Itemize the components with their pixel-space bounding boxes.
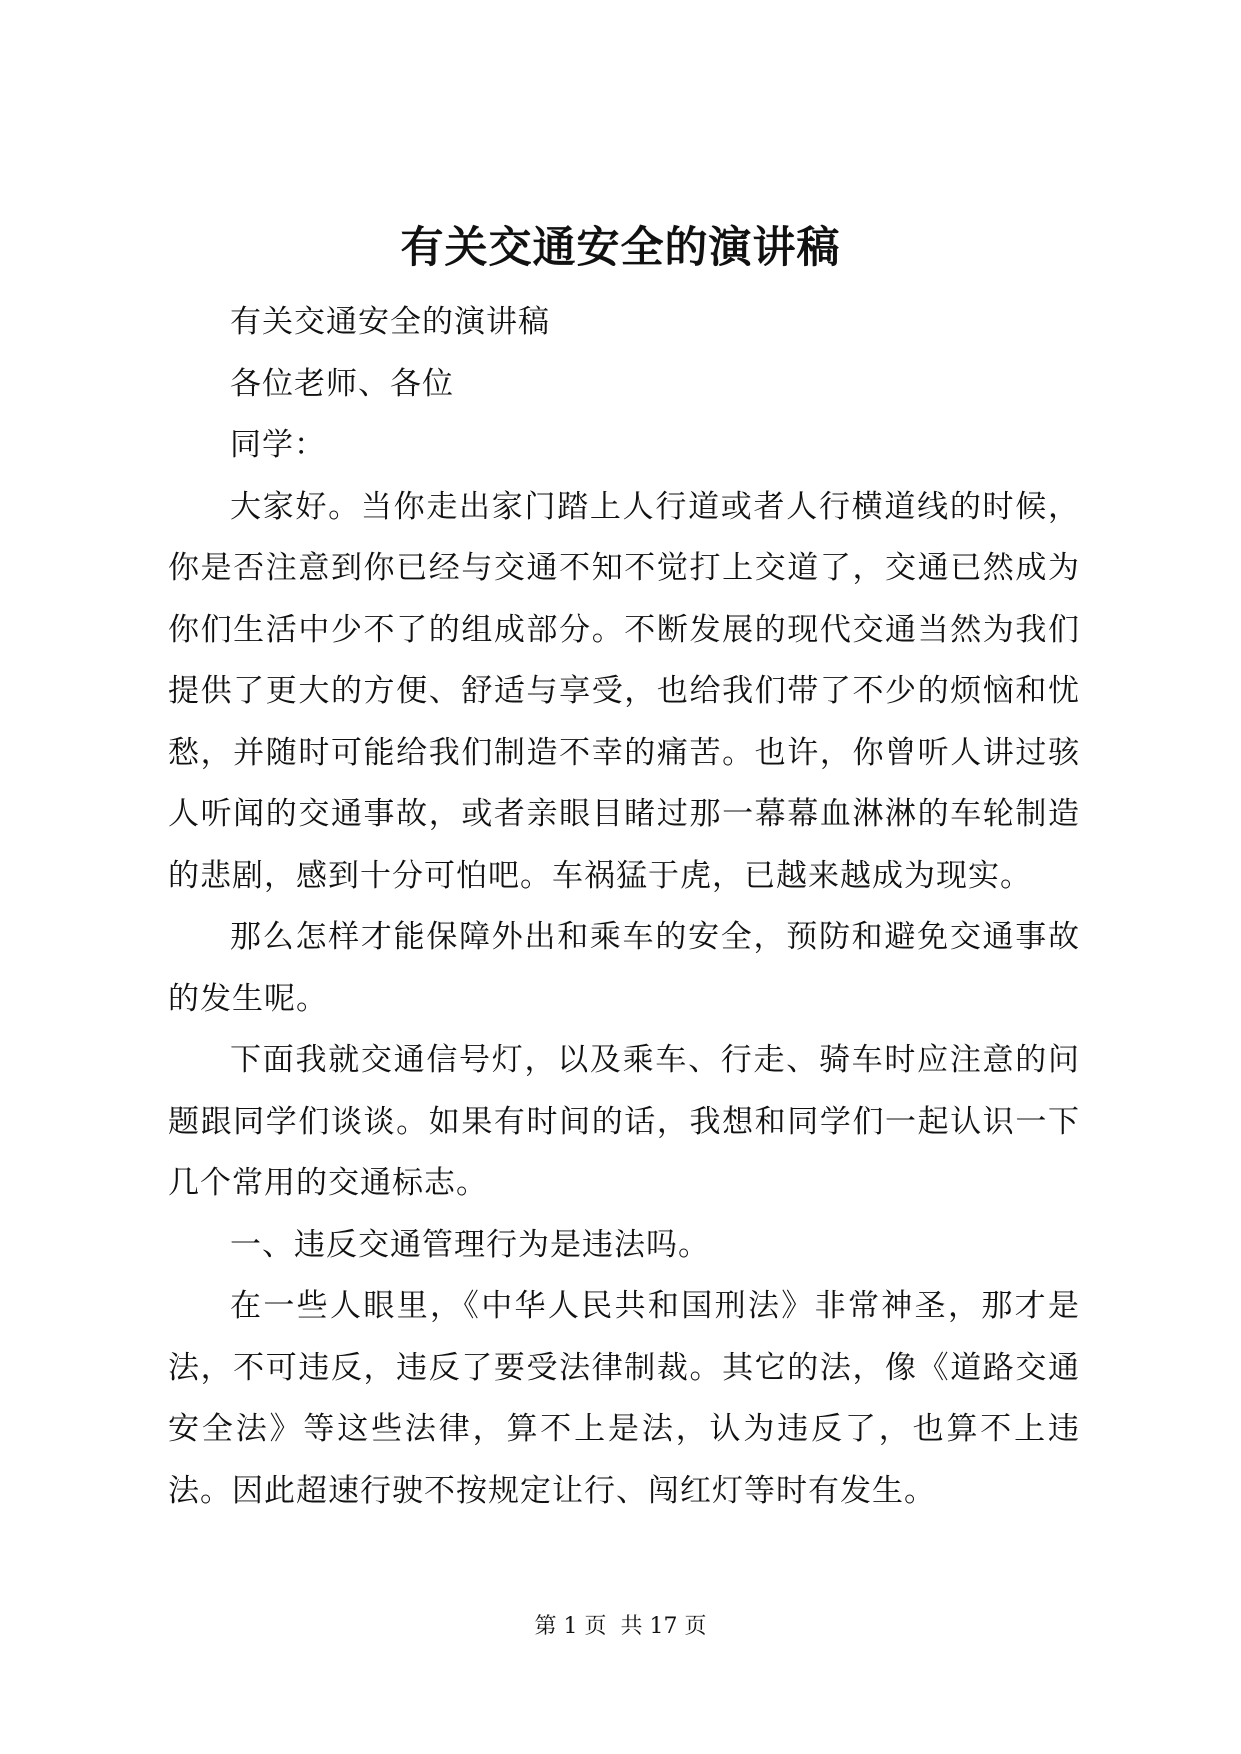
paragraph-law: 在一些人眼里，《中华人民共和国刑法》非常神圣，那才是法，不可违反，违反了要受法律制裁。其它的法，像《道路交通安全法》等这些法律，算不上是法，认为违反了，也算不上违法。因此超速行驶不按规定让行、闯红灯等时有发生。 (168, 1288, 1080, 1509)
section-heading-1: 一、违反交通管理行为是违法吗。 (230, 1226, 710, 1263)
paragraph-salutation-cont: 同学： (230, 427, 326, 463)
paragraph-salutation: 各位老师、各位 (230, 365, 454, 402)
document-body (168, 292, 1080, 1522)
paragraph-question: 那么怎样才能保障外出和乘车的安全，预防和避免交通事故的发生呢。 (168, 919, 1080, 1017)
page-total: 共 17 页 (620, 1614, 707, 1639)
paragraph-subtitle: 有关交通安全的演讲稿 (230, 304, 550, 340)
paragraph-outline: 下面我就交通信号灯，以及乘车、行走、骑车时应注意的问题跟同学们谈谈。如果有时间的话，我想和同学们一起认识一下几个常用的交通标志。 (168, 1042, 1080, 1201)
paragraph-intro: 大家好。当你走出家门踏上人行道或者人行横道线的时候，你是否注意到你已经与交通不知不觉打上交道了，交通已然成为你们生活中少不了的组成部分。不断发展的现代交通当然为我们提供了更大的方便、舒适与享受，也给我们带了不少的烦恼和忧愁，并随时可能给我们制造不幸的痛苦。也许，你曾听人讲过骇人听闻的交通事故，或者亲眼目睹过那一幕幕血淋淋的车轮制造的悲剧，感到十分可怕吧。车祸猛于虎，已越来越成为现实。 (168, 488, 1080, 894)
page-number: 第 1 页 (534, 1614, 607, 1639)
page-footer (0, 1612, 1241, 1642)
document-title: 有关交通安全的演讲稿 (400, 223, 841, 273)
